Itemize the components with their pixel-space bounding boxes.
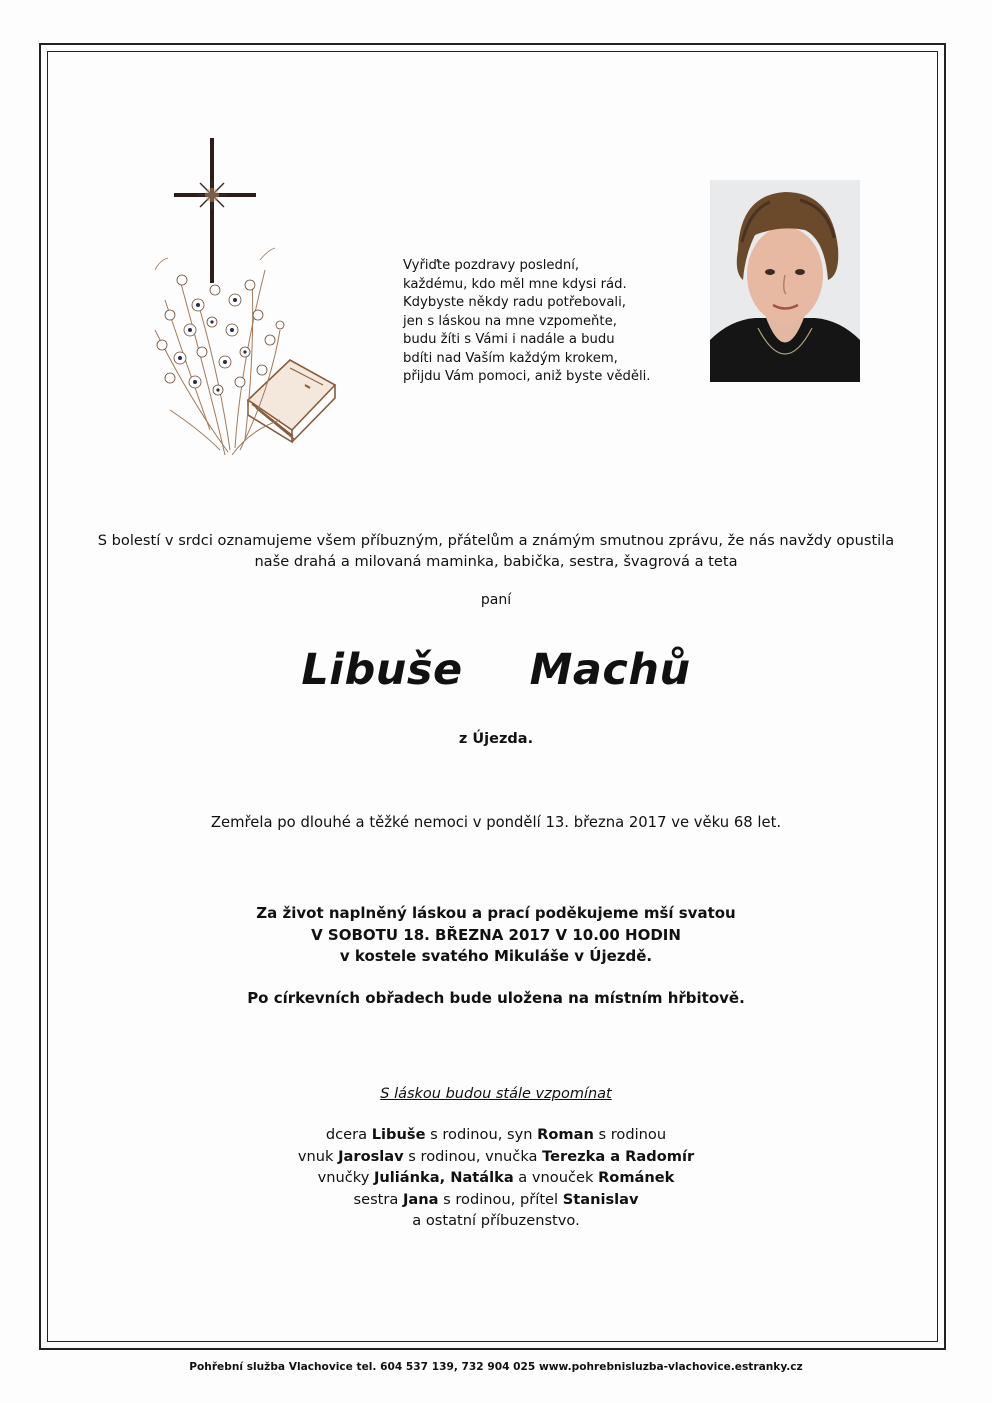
family-row: a ostatní příbuzenstvo. xyxy=(412,1212,580,1229)
family-member-name: Jaroslav xyxy=(338,1147,404,1165)
family-text: s rodinou, přítel xyxy=(438,1190,563,1208)
family-row xyxy=(60,1146,932,1168)
death-notice: Zemřela po dlouhé a těžké nemoci v pondělí 13. března 2017 ve věku 68 let. xyxy=(210,814,782,831)
family-member-name: Románek xyxy=(598,1169,675,1186)
family-text: a vnouček xyxy=(513,1169,599,1186)
announcement-line: naše drahá a milovaná maminka, babička, sestra, švagrová a teta xyxy=(254,552,738,570)
remembrance-heading: S láskou budou stále vzpomínat xyxy=(380,1086,612,1102)
family-text: s rodinou, vnučka xyxy=(403,1147,543,1165)
family-member-name: Libuše xyxy=(371,1126,426,1143)
funeral-date: V SOBOTU 18. BŘEZNA 2017 V 10.00 HODIN xyxy=(311,925,681,944)
family-text: s rodinou xyxy=(593,1126,667,1143)
poem-line: přijdu Vám pomoci, aniž byste věděli. xyxy=(403,369,651,384)
cross-flowers-book-emblem xyxy=(140,130,345,465)
funeral-details xyxy=(60,903,932,968)
family-text: vnuk xyxy=(297,1147,339,1165)
funeral-line: Za život naplněný láskou a prací poděkujeme mší svatou xyxy=(256,904,736,922)
family-text: dcera xyxy=(325,1126,372,1143)
deceased-hometown: z Újezda. xyxy=(458,731,534,747)
funeral-location: v kostele svatého Mikuláše v Újezdě. xyxy=(339,947,653,965)
family-row xyxy=(60,1167,932,1189)
family-member-name: Stanislav xyxy=(562,1190,639,1208)
funeral-service-footer: Pohřební služba Vlachovice tel. 604 537 139, 732 904 025 www.pohrebnisluzba-vlachovice.estranky.cz xyxy=(189,1361,803,1373)
poem-line: Kdybyste někdy radu potřebovali, xyxy=(403,295,626,310)
family-member-name: Roman xyxy=(537,1126,594,1143)
farewell-poem xyxy=(403,257,693,387)
flower-bouquet-icon xyxy=(155,248,284,455)
family-member-name: Juliánka, Natálka xyxy=(373,1169,514,1186)
burial-notice: Po církevních obřadech bude uložena na místním hřbitově. xyxy=(247,989,745,1007)
deceased-name: Libuše Machů xyxy=(301,645,691,695)
portrait-photo xyxy=(710,180,860,382)
family-row xyxy=(60,1189,932,1211)
family-text: s rodinou, syn xyxy=(425,1126,538,1143)
family-list xyxy=(60,1124,932,1232)
family-text: vnučky xyxy=(317,1169,374,1186)
family-row xyxy=(60,1124,932,1146)
family-member-name: Jana xyxy=(402,1190,439,1208)
poem-line: každému, kdo měl mne kdysi rád. xyxy=(403,276,627,292)
family-member-name: Terezka a Radomír xyxy=(542,1147,695,1165)
poem-line: Vyřiďte pozdravy poslední, xyxy=(403,258,580,273)
announcement xyxy=(60,531,932,572)
poem-line: bdíti nad Vaším každým krokem, xyxy=(403,350,618,366)
announcement-line: S bolestí v srdci oznamujeme všem příbuzným, přátelům a známým smutnou zprávu, že nás navždy opustila xyxy=(97,532,895,549)
poem-line: jen s láskou na mne vzpomeňte, xyxy=(403,313,617,329)
family-text: sestra xyxy=(353,1190,403,1208)
poem-line: budu žíti s Vámi i nadále a budu xyxy=(403,332,615,347)
cross-icon xyxy=(174,138,256,283)
honorific: paní xyxy=(480,592,512,608)
